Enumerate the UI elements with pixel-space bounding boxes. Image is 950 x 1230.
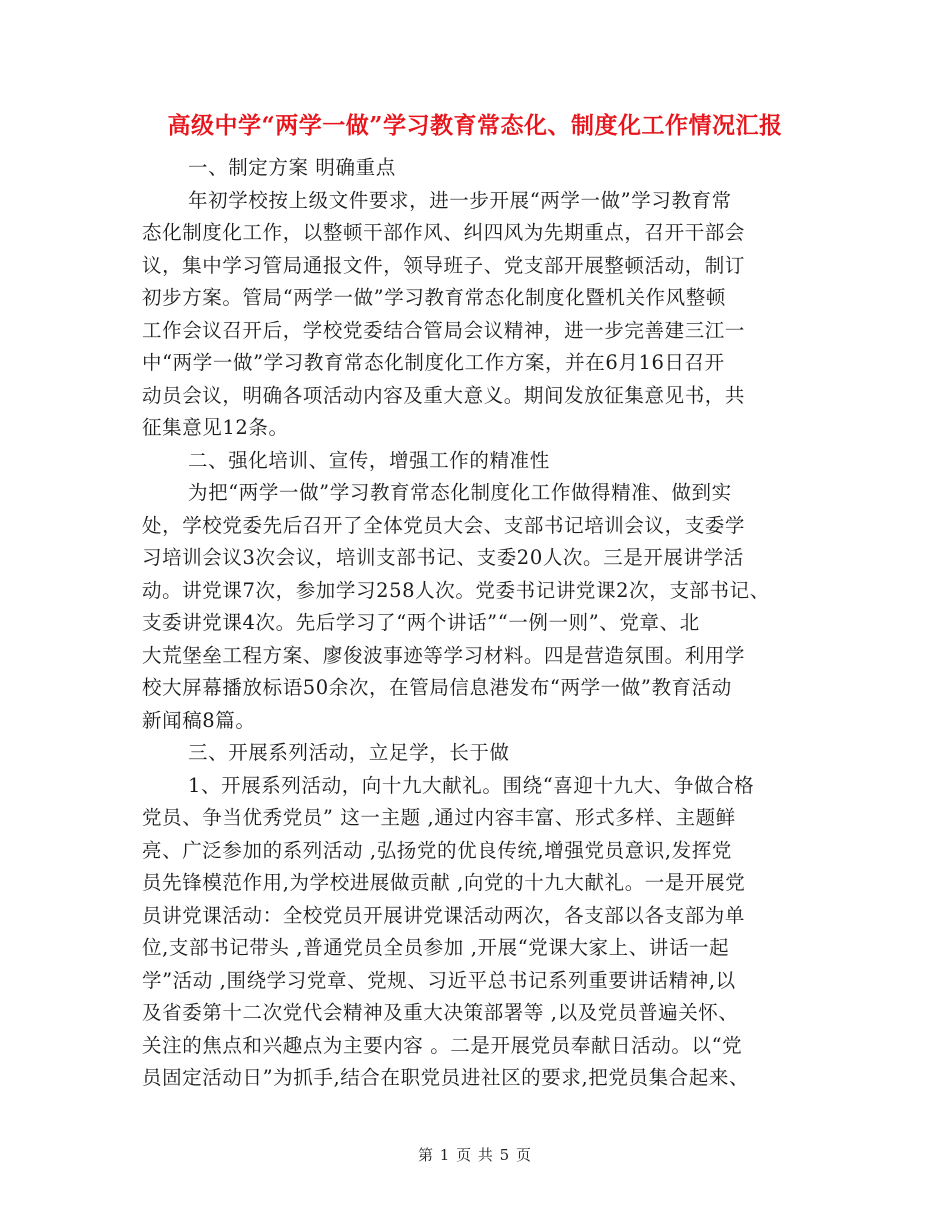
text-line: 位,支部书记带头 ,普通党员全员参加 ,开展“党课大家上、讲话一起 <box>142 936 730 959</box>
text-line: 党员、争当优秀党员” 这一主题 ,通过内容丰富、形式多样、主题鲜 <box>142 806 736 829</box>
text-line: 校大屏幕播放标语50余次，在管局信息港发布“两学一做”教育活动 <box>142 676 732 699</box>
text-line: 议，集中学习管局通报文件，领导班子、党支部开展整顿活动，制订 <box>142 253 746 277</box>
text-line: 处，学校党委先后召开了全体党员大会、支部书记培训会议，支委学 <box>142 513 746 537</box>
text-line: 关注的焦点和兴趣点为主要内容 。二是开展党员奉献日活动。以“党 <box>142 1033 743 1057</box>
text-line: 大荒堡垒工程方案、廖俊波事迹等学习材料。四是营造氛围。利用学 <box>142 643 746 667</box>
text-line: 二、强化培训、宣传，增强工作的精准性 <box>188 448 550 472</box>
text-line: 员先锋模范作用,为学校进展做贡献 ,向党的十九大献礼。一是开展党 <box>142 871 746 894</box>
text-line: 一、制定方案 明确重点 <box>188 156 396 179</box>
text-line: 员讲党课活动：全校党员开展讲党课活动两次，各支部以各支部为单 <box>142 903 746 927</box>
text-line: 三、开展系列活动，立足学，长于做 <box>188 741 510 764</box>
text-line: 为把“两学一做”学习教育常态化制度化工作做得精准、做到实 <box>188 481 732 504</box>
text-line: 习培训会议3次会议，培训支部书记、支委20人次。三是开展讲学活 <box>142 546 744 569</box>
text-line: 亮、广泛参加的系列活动 ,弘扬党的优良传统,增强党员意识,发挥党 <box>142 838 732 862</box>
document-body <box>142 152 812 1095</box>
text-line: 动。讲党课7次，参加学习258人次。党委书记讲党课2次，支部书记、 <box>142 578 770 602</box>
text-line: 员固定活动日”为抓手,结合在职党员进社区的要求,把党员集合起来、 <box>142 1066 750 1089</box>
text-line: 初步方案。管局“两学一做”学习教育常态化制度化暨机关作风整顿 <box>142 286 726 309</box>
text-line: 工作会议召开后，学校党委结合管局会议精神，进一步完善建三江一 <box>142 318 746 342</box>
text-line: 年初学校按上级文件要求，进一步开展“两学一做”学习教育常 <box>188 188 732 212</box>
page-indicator: 第 1 页 共 5 页 <box>418 1146 532 1164</box>
text-line: 1、开展系列活动，向十九大献礼。围绕“喜迎十九大、争做合格 <box>188 773 755 797</box>
text-line: 学”活动 ,围绕学习党章、党规、习近平总书记系列重要讲话精神,以 <box>142 968 736 992</box>
text-line: 征集意见12条。 <box>142 416 289 439</box>
document-title: 高级中学“两学一做”学习教育常态化、制度化工作情况汇报 <box>167 112 783 139</box>
text-line: 及省委第十二次党代会精神及重大决策部署等 ,以及党员普遍关怀、 <box>142 1001 739 1024</box>
text-line: 支委讲党课4次。先后学习了“两个讲话”“一例一则”、党章、北 <box>142 611 700 634</box>
text-line: 态化制度化工作，以整顿干部作风、纠四风为先期重点，召开干部会 <box>142 221 746 244</box>
text-line: 新闻稿8篇。 <box>142 708 256 732</box>
text-line: 中“两学一做”学习教育常态化制度化工作方案，并在6月16日召开 <box>142 351 725 374</box>
text-line: 动员会议，明确各项活动内容及重大意义。期间发放征集意见书，共 <box>142 383 746 407</box>
